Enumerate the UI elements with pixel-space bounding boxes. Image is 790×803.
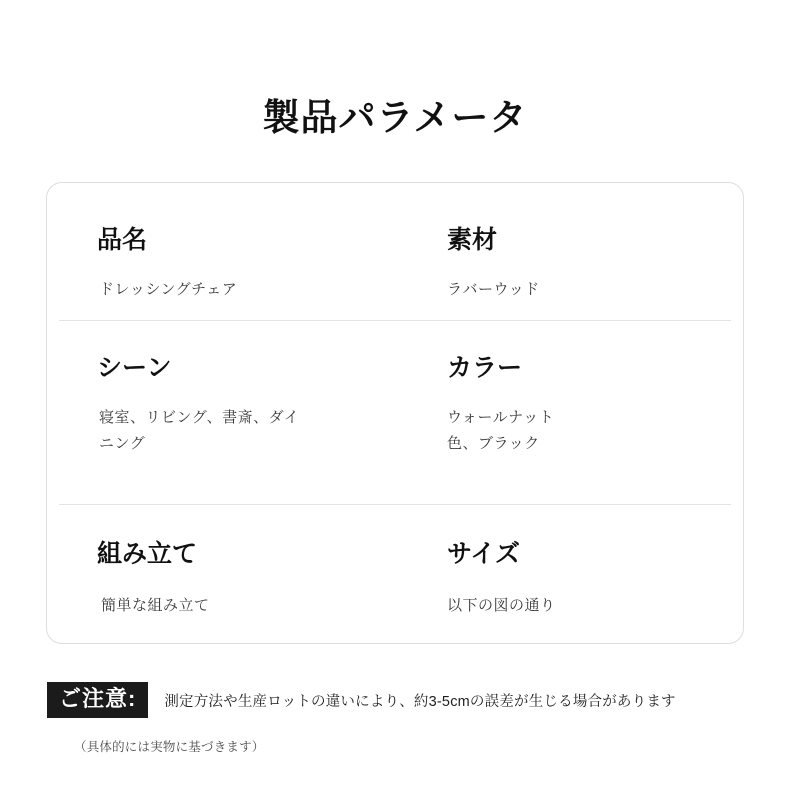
spec-cell-scene [47,321,395,504]
page-title: 製品パラメータ [262,97,528,138]
spec-table-card [46,182,744,644]
spec-value: 簡単な組み立て [101,597,210,614]
spec-label: カラー [447,354,523,382]
spec-label: 素材 [447,226,498,254]
spec-value: ラバーウッド [447,281,540,298]
spec-value: 以下の図の通り [447,597,556,614]
table-row [47,183,743,320]
spec-cell-assembly [47,505,395,645]
spec-cell-material [395,183,743,320]
table-row [47,321,743,504]
spec-label: サイズ [447,540,521,568]
spec-value: 寝室、リビング、書斎、ダイニング [99,409,300,453]
spec-cell-size [395,505,743,645]
table-row [47,505,743,645]
spec-label: 品名 [97,226,148,254]
notice-badge: ご注意: [47,682,148,718]
spec-label: シーン [97,354,172,382]
notice-text: 測定方法や生産ロットの違いにより、約3-5cmの誤差が生じる場合があります [164,693,676,710]
spec-label: 組み立て [97,540,198,568]
notice-banner [47,682,676,718]
spec-cell-color [395,321,743,504]
spec-value: ウォールナット色、ブラック [447,409,555,453]
notice-subtext: （具体的には実物に基づきます） [74,740,265,754]
spec-cell-product-name [47,183,395,320]
spec-value: ドレッシングチェア [99,281,238,298]
